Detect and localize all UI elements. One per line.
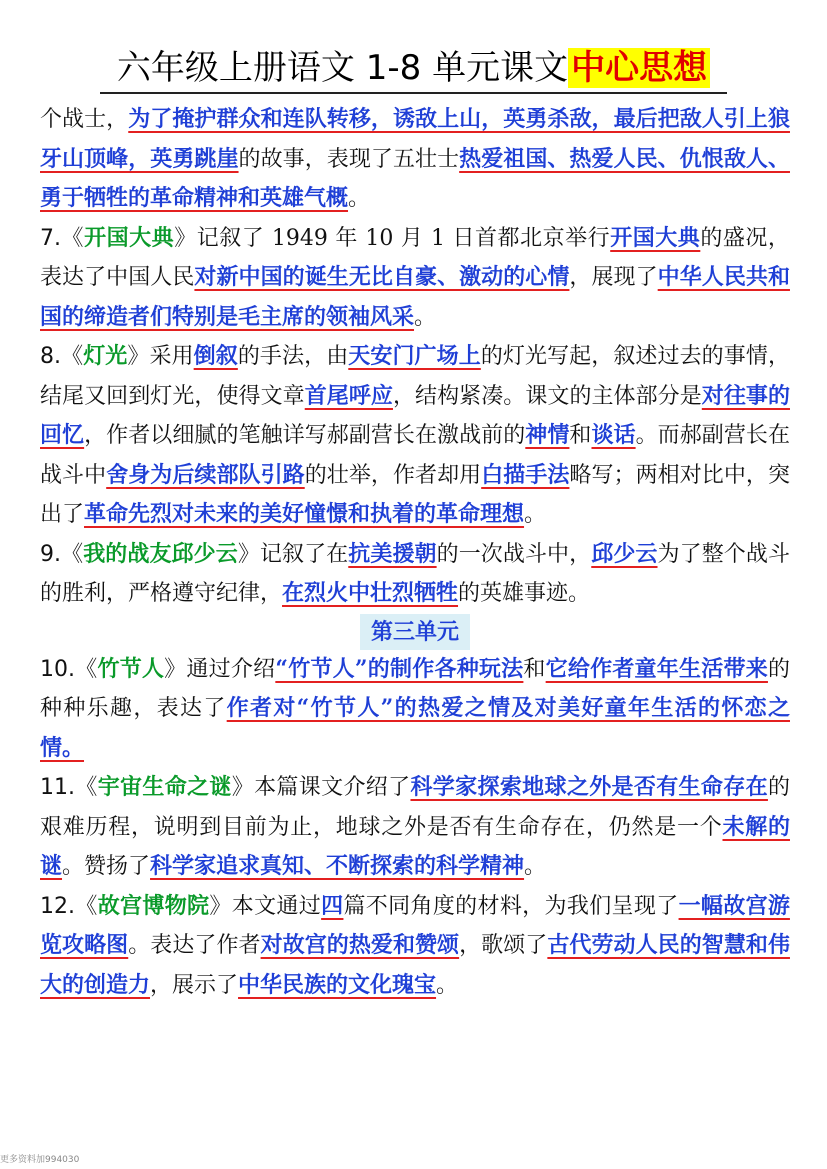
key-phrase: 舍身为后续部队引路 [106, 461, 305, 488]
key-phrase: 为了掩护群众和连队转移，诱敌上山，英勇杀敌，最后把敌人引上狼牙山顶峰，英勇跳崖 [40, 106, 790, 172]
paragraph-6-continued [40, 100, 790, 219]
key-phrase: 科学家探索地球之外是否有生命存在 [410, 774, 768, 800]
text: 篇不同角度的材料，为我们呈现了 [343, 893, 679, 919]
item-number: 12. [40, 893, 75, 919]
text: 。 [524, 854, 547, 879]
text: 记叙了在 [259, 541, 349, 567]
key-phrase: 谈话 [591, 422, 636, 448]
lesson-title: 我的战友邱少云 [83, 540, 238, 567]
item-number: 7. [40, 225, 61, 251]
text: 。 [436, 972, 459, 998]
text: 》 [164, 656, 187, 682]
lesson-title: 故宫博物院 [97, 892, 210, 919]
text: 《 [61, 225, 85, 251]
key-phrase: 白描手法 [481, 461, 570, 488]
item-number: 11. [40, 775, 75, 800]
key-phrase: 未解的谜 [40, 813, 790, 879]
text: 的种种乐趣，表达了 [40, 656, 790, 721]
key-phrase: 作者对“竹节人”的热爱之情及对美好童年生活的怀恋之情。 [40, 695, 790, 761]
text: 。 [414, 304, 437, 330]
footer-note: 更多资料加994030 [0, 1155, 80, 1165]
key-phrase: 中华民族的文化瑰宝 [238, 971, 437, 998]
text: 通过介绍 [186, 656, 276, 682]
text: 采用 [149, 344, 194, 369]
item-number: 10. [40, 656, 75, 682]
lesson-title: 开国大典 [84, 224, 175, 251]
page-title [0, 46, 827, 90]
text: ，歌颂了 [459, 933, 548, 958]
key-phrase: 一幅故宫游览攻略图 [40, 892, 790, 958]
key-phrase: 对故宫的热爱和赞颂 [260, 932, 460, 958]
title-highlight: 中心思想 [568, 48, 710, 88]
key-phrase: 倒叙 [193, 343, 238, 369]
text: 》 [127, 344, 150, 369]
text: 。 [524, 502, 547, 527]
text: 。赞扬了 [62, 854, 151, 879]
lesson-title: 宇宙生命之谜 [97, 774, 232, 800]
text: 。 [348, 186, 371, 211]
key-phrase: 神情 [525, 422, 570, 448]
key-phrase: 首尾呼应 [304, 382, 393, 409]
text: ，作者以细腻的笔触详写郝副营长在激战前的 [84, 423, 526, 448]
key-phrase: 科学家追求真知、不断探索的科学精神 [150, 853, 525, 879]
text: 《 [61, 344, 84, 369]
text: 个战士， [40, 107, 129, 132]
key-phrase: 古代劳动人民的智慧和伟大的创造力 [40, 932, 790, 998]
text: 》 [174, 225, 197, 251]
key-phrase: 对往事的回忆 [40, 382, 790, 448]
paragraph-8 [40, 337, 790, 535]
key-phrase: 革命先烈对未来的美好憧憬和执着的革命理想 [84, 501, 525, 527]
text: 《 [75, 775, 98, 800]
text: 》 [209, 893, 232, 919]
text: 的壮举，作者却用 [304, 462, 482, 488]
key-phrase: 对新中国的诞生无比自豪、激动的心情 [194, 264, 570, 290]
text: 的故事，表现了五壮士 [238, 146, 460, 172]
lesson-title: 竹节人 [97, 655, 165, 682]
unit-heading: 第三单元 [360, 614, 470, 650]
lesson-title: 灯光 [83, 343, 128, 369]
text: ，展现了 [569, 265, 658, 290]
text: ，结构紧凑。课文的主体部分是 [392, 383, 702, 409]
text: 《 [61, 541, 84, 567]
text: 和 [523, 656, 546, 682]
text: 。表达了作者 [128, 933, 261, 958]
text: 的盛况，表达了中国人民 [40, 225, 790, 290]
key-phrase: 抗美援朝 [348, 540, 437, 567]
key-phrase: 开国大典 [610, 224, 701, 251]
key-phrase: 它给作者童年生活带来 [545, 655, 768, 682]
text: 记叙了 1949 年 10 月 1 日首都北京举行 [196, 225, 611, 251]
item-number: 8. [40, 344, 61, 369]
key-phrase: 四 [321, 892, 344, 919]
text: 和 [569, 423, 592, 448]
text: 为了整个战斗的胜利，严格遵守纪律， [40, 541, 790, 606]
key-phrase: 中华人民共和国的缔造者们特别是毛主席的领袖风采 [40, 264, 790, 330]
key-phrase: “竹节人”的制作各种玩法 [275, 655, 524, 682]
text: 本文通过 [231, 893, 322, 919]
key-phrase: 邱少云 [591, 540, 658, 567]
text: 的英雄事迹。 [458, 581, 591, 606]
title-main: 六年级上册语文 1-8 单元课文 [116, 48, 569, 88]
key-phrase: 热爱祖国、热爱人民、仇恨敌人、勇于牺牲的革命精神和英雄气概 [40, 145, 790, 211]
paragraph-9 [40, 535, 790, 614]
text: 》 [237, 541, 260, 567]
text: 本篇课文介绍了 [254, 775, 411, 800]
paragraph-10 [40, 650, 790, 769]
title-underline [100, 92, 727, 94]
text: ，展示了 [150, 972, 239, 998]
text: 《 [75, 893, 98, 919]
key-phrase: 天安门广场上 [348, 343, 481, 369]
text: 。而郝副营长在战斗中 [40, 423, 790, 488]
text: 的艰难历程，说明到目前为止，地球之外是否有生命存在，仍然是一个 [40, 775, 790, 840]
paragraph-12 [40, 887, 790, 1006]
key-phrase: 在烈火中壮烈牺牲 [282, 580, 459, 606]
text: 的灯光写起，叙述过去的事情，结尾又回到灯光，使得文章 [40, 344, 790, 409]
text: 《 [75, 656, 98, 682]
document-body [40, 100, 790, 1005]
text: 的一次战斗中， [436, 541, 592, 567]
item-number: 9. [40, 541, 61, 567]
paragraph-7 [40, 219, 790, 338]
paragraph-11 [40, 768, 790, 887]
text: 的手法，由 [237, 344, 349, 369]
text: 》 [231, 775, 255, 800]
text: 略写；两相对比中，突出了 [40, 462, 790, 527]
